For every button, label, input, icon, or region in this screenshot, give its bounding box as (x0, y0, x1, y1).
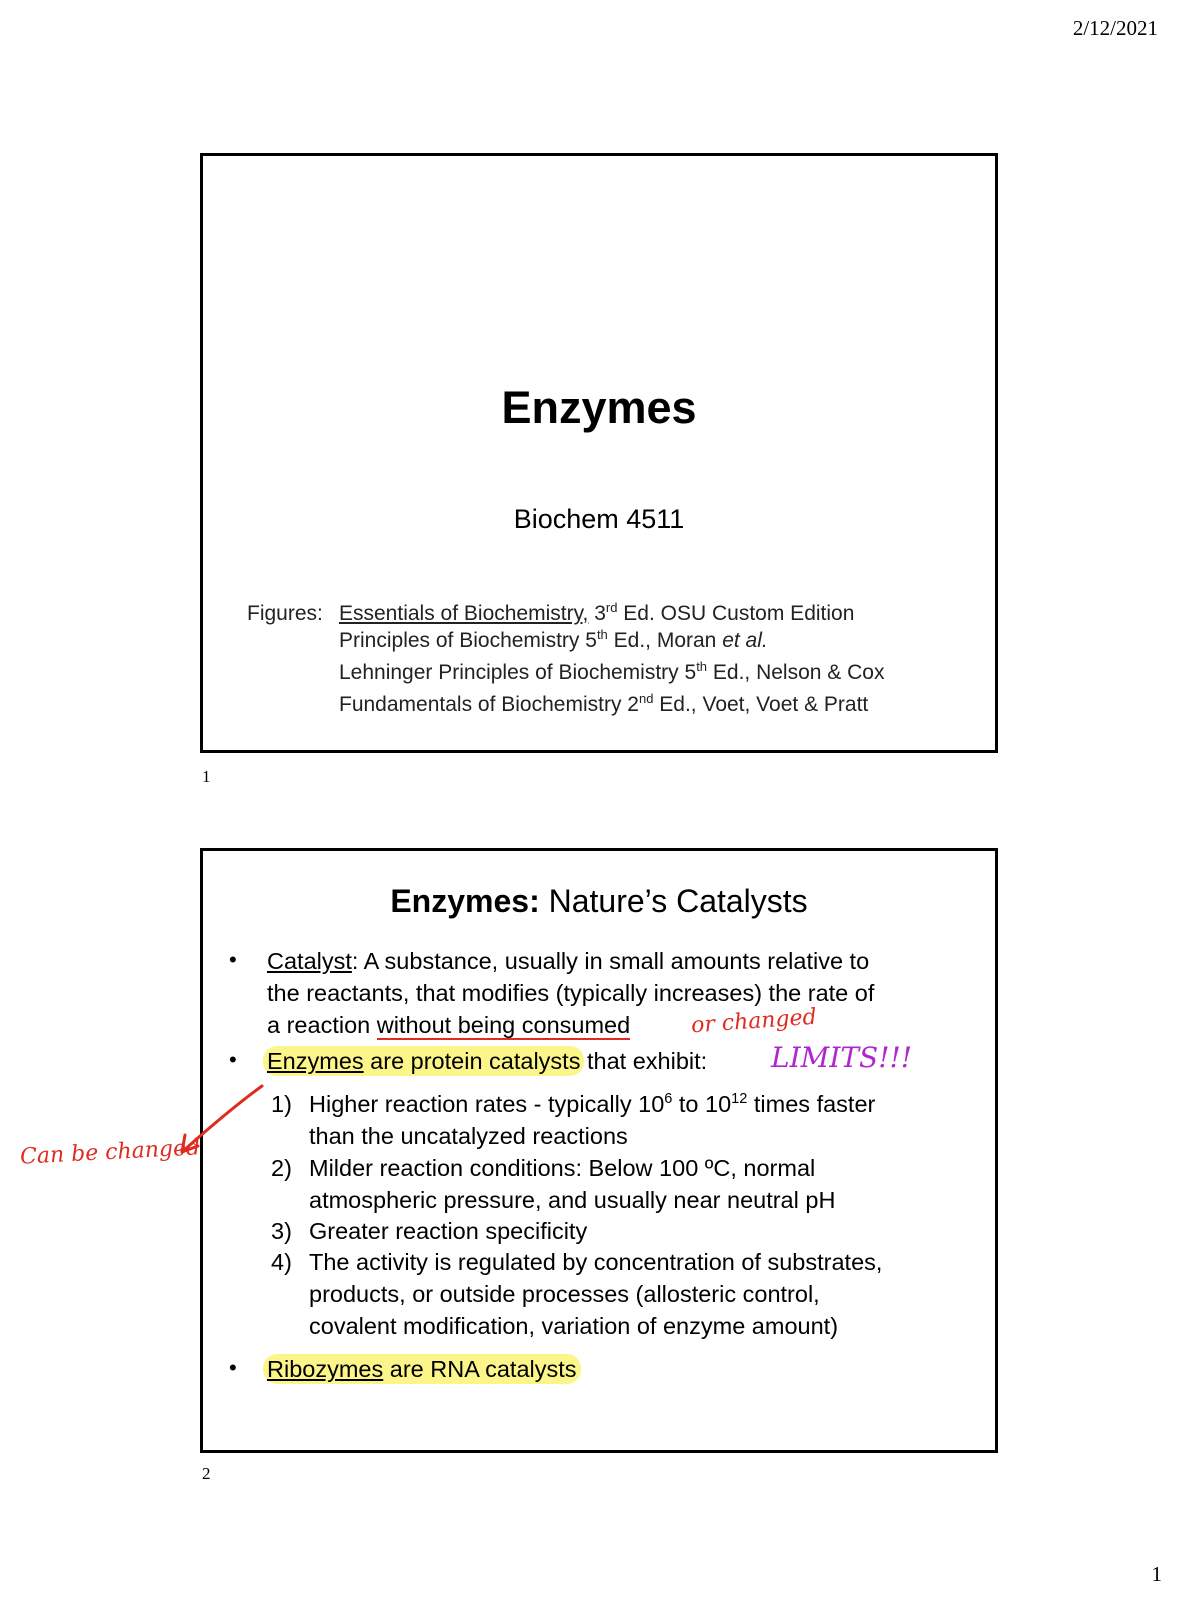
page-number: 1 (1151, 1562, 1162, 1586)
ribozymes-statement: Ribozymes are RNA catalysts (267, 1353, 577, 1385)
bullet: • (229, 1355, 237, 1380)
list-item: 3) Greater reaction specificity (271, 1218, 588, 1244)
figures-label: Figures: (247, 602, 323, 625)
handwritten-can-be-changed: Can be changed (19, 1135, 201, 1170)
slide-title: Enzymes (501, 382, 697, 433)
slide-2 (200, 848, 998, 1453)
reference-4: Fundamentals of Biochemistry 2nd Ed., Voet, Voet & Pratt (339, 691, 869, 716)
slide-1 (200, 153, 998, 753)
catalyst-definition: Catalyst: A substance, usually in small amounts relative to the reactants, that modifies (typically increases) the rate of a reaction without being consumed (267, 948, 875, 1038)
list-item: 4) The activity is regulated by concentration of substrates, products, or outside processes (allosteric control, covalent modification, variation of enzyme amount) (271, 1249, 883, 1339)
reference-1: Essentials of Biochemistry, 3rd Ed. OSU Custom Edition (339, 600, 855, 625)
list-item: 2) Milder reaction conditions: Below 100 ºC, normal atmospheric pressure, and usually near neutral pH (271, 1155, 836, 1213)
reference-3: Lehninger Principles of Biochemistry 5th Ed., Nelson & Cox (339, 659, 885, 684)
slide-number: 2 (202, 1464, 211, 1483)
reference-2: Principles of Biochemistry 5th Ed., Moran et al. (339, 627, 768, 652)
bullet: • (229, 1047, 237, 1072)
page-date: 2/12/2021 (1072, 16, 1158, 40)
handwritten-limits: LIMITS!!! (771, 1041, 912, 1074)
enzymes-statement: Enzymes are protein catalysts that exhibit: (267, 1045, 707, 1077)
slide-title: Enzymes: Nature’s Catalysts (390, 883, 808, 919)
handwritten-or-changed: or changed (690, 1004, 818, 1039)
annotation-arrow-icon (170, 1082, 270, 1162)
slide-subtitle: Biochem 4511 (513, 504, 685, 534)
list-item: 1) Higher reaction rates - typically $10^6$ to $10^{12}$ times faster than the uncatalyzed reactions (271, 1091, 876, 1149)
bullet: • (229, 947, 237, 972)
slide-number: 1 (202, 767, 211, 786)
